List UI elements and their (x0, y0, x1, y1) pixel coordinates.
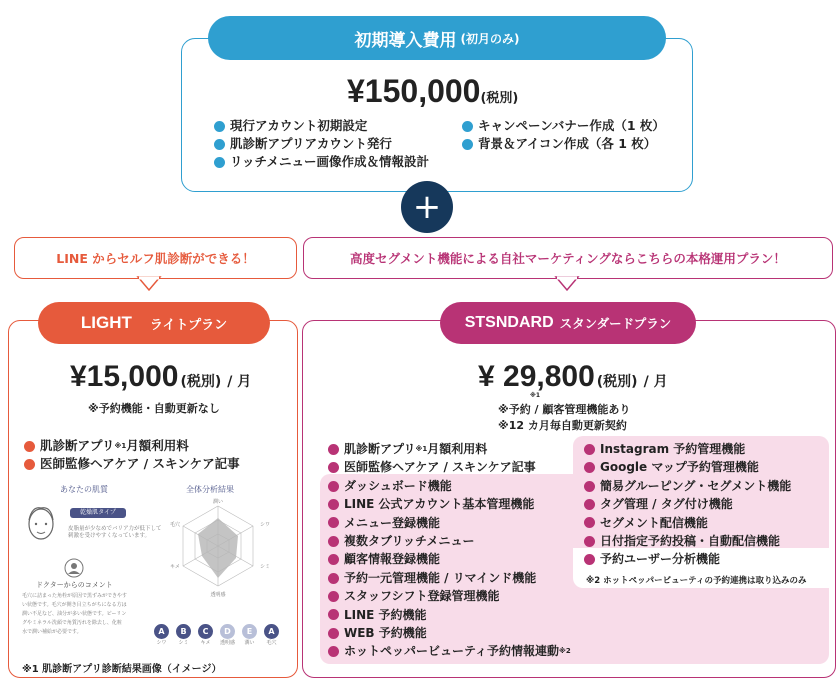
list-item: 肌診断アプリアカウント発行 (214, 135, 429, 153)
doctor-icon (64, 558, 84, 578)
svg-text:透明感: 透明感 (210, 592, 226, 598)
list-item: スタッフシフト登録管理機能 (328, 587, 571, 605)
list-item: キャンペーンバナー作成（1 枚） (462, 117, 665, 135)
svg-text:毛穴: 毛穴 (170, 522, 181, 528)
grade-item: B シミ (176, 624, 191, 646)
svg-text:キメ: キメ (170, 564, 180, 570)
bullet-icon (328, 628, 339, 639)
list-item: ダッシュボード機能 (328, 477, 571, 495)
standard-note-2: ※12 カ月毎自動更新契約 (498, 419, 627, 432)
initial-items-right (462, 117, 665, 153)
light-caption: ※1 肌診断アプリ診断結果画像（イメージ） (22, 664, 222, 675)
list-item: 予約ユーザー分析機能 (584, 550, 791, 568)
list-item: 簡易グルーピング・セグメント機能 (584, 477, 791, 495)
list-item: 予約一元管理機能 / リマインド機能 (328, 569, 571, 587)
bullet-icon (328, 517, 339, 528)
bullet-icon (584, 517, 595, 528)
list-item: Google マップ予約管理機能 (584, 458, 791, 476)
standard-features-right (584, 440, 791, 569)
bullet-icon (328, 499, 339, 510)
bullet-icon (328, 444, 339, 455)
bullet-icon (214, 139, 225, 150)
list-item: 現行アカウント初期設定 (214, 117, 429, 135)
bullet-icon (584, 481, 595, 492)
list-item: ホットペッパービューティ予約情報連動 ※2 (328, 642, 571, 660)
face-icon (22, 502, 60, 546)
bullet-icon (584, 444, 595, 455)
light-plan-banner (38, 302, 270, 344)
standard-plan-name-kana: スタンダードプラン (559, 316, 672, 331)
standard-price: ¥ 29,800 (税別) / 月 (478, 360, 668, 393)
list-item: Instagram 予約管理機能 (584, 440, 791, 458)
mock-desc-2: 刺激を受けやすくなっています。 (68, 533, 151, 539)
list-item: 日付指定予約投稿・自動配信機能 (584, 532, 791, 550)
mock-right-title: 全体分析結果 (186, 485, 234, 494)
bullet-icon (328, 554, 339, 565)
bullet-icon (328, 536, 339, 547)
bullet-icon (584, 462, 595, 473)
bullet-icon (24, 441, 35, 452)
list-item: 肌診断アプリ ※1 月額利用料 (24, 437, 240, 455)
initial-fee-title-note: (初月のみ) (460, 31, 520, 46)
standard-note-right: ※2 ホットペッパービューティの予約連携は取り込みのみ (586, 576, 807, 586)
standard-plan-name: STSNDARD (464, 314, 554, 331)
list-item: LINE 公式アカウント基本管理機能 (328, 495, 571, 513)
skin-diagnosis-mock-image (18, 480, 280, 656)
mock-doctor-comment: 毛穴に詰まった角栓が原因で黒ずみができやす い状態です。毛穴が開き目立ちがちになる方は 潤い不足など、油分が多い状態です。ピーリン グやミネラル洗顔で角質汚れを除去し、化粧 水で潤い補給が必要です。 (22, 593, 128, 635)
light-features (24, 437, 240, 473)
bullet-icon (328, 573, 339, 584)
mock-left-title: あなたの肌質 (60, 485, 108, 494)
grade-row (154, 624, 279, 646)
light-plan-name: LIGHT (80, 313, 132, 332)
bullet-icon (462, 121, 473, 132)
standard-note-1: ※予約 / 顧客管理機能あり (498, 403, 631, 416)
light-callout: LINE からセルフ肌診断ができる！ (14, 237, 297, 279)
bullet-icon (328, 591, 339, 602)
radar-chart (168, 496, 271, 606)
list-item: 顧客情報登録機能 (328, 550, 571, 568)
bullet-icon (328, 462, 339, 473)
bullet-icon (328, 646, 339, 657)
bullet-icon (214, 157, 225, 168)
light-price: ¥15,000 (税別) / 月 (70, 360, 252, 393)
svg-text:シミ: シミ (260, 564, 271, 570)
list-item: 背景＆アイコン作成（各 1 枚） (462, 135, 665, 153)
standard-callout: 高度セグメント機能による自社マーケティングならこちらの本格運用プラン！ (303, 237, 833, 279)
standard-features-left (328, 440, 571, 661)
list-item: WEB 予約機能 (328, 624, 571, 642)
bullet-icon (462, 139, 473, 150)
bullet-icon (584, 499, 595, 510)
standard-note-sup: ※1 (530, 392, 541, 399)
bullet-icon (328, 481, 339, 492)
initial-fee-price: ¥150,000 (税別) (347, 73, 519, 109)
list-item: 医師監修ヘアケア / スキンケア記事 (328, 458, 571, 476)
grade-item: A シワ (154, 624, 169, 646)
grade-item: C キメ (198, 624, 213, 646)
initial-fee-banner (208, 16, 666, 60)
initial-fee-title: 初期導入費用 (354, 30, 457, 51)
svg-text:シワ: シワ (260, 522, 271, 528)
light-note: ※予約機能・自動更新なし (88, 402, 220, 415)
mock-desc-1: 皮脂量が少なめでバリア力が低下して (68, 526, 162, 532)
list-item: 医師監修ヘアケア / スキンケア記事 (24, 455, 240, 473)
bullet-icon (328, 609, 339, 620)
grade-item: A 毛穴 (264, 624, 279, 646)
light-callout-tail (138, 277, 160, 291)
mock-doctor-title: ドクターからのコメント (36, 581, 113, 589)
bullet-icon (24, 459, 35, 470)
standard-callout-tail (556, 277, 578, 291)
bullet-icon (584, 536, 595, 547)
bullet-icon (584, 554, 595, 565)
list-item: メニュー登録機能 (328, 514, 571, 532)
list-item: タグ管理 / タグ付け機能 (584, 495, 791, 513)
light-plan-name-kana: ライトプラン (149, 317, 228, 333)
standard-plan-banner (440, 302, 696, 344)
svg-text:潤い: 潤い (212, 499, 224, 505)
list-item: セグメント配信機能 (584, 514, 791, 532)
grade-item: E 潤い (242, 624, 257, 646)
list-item: LINE 予約機能 (328, 606, 571, 624)
mock-skin-tag: 乾燥肌タイプ (70, 508, 126, 518)
list-item: 肌診断アプリ ※1 月額利用料 (328, 440, 571, 458)
list-item: リッチメニュー画像作成＆情報設計 (214, 153, 429, 171)
initial-items-left (214, 117, 429, 171)
bullet-icon (214, 121, 225, 132)
plus-icon: + (401, 181, 453, 233)
grade-item: D 透明感 (220, 624, 235, 646)
list-item: 複数タブリッチメニュー (328, 532, 571, 550)
